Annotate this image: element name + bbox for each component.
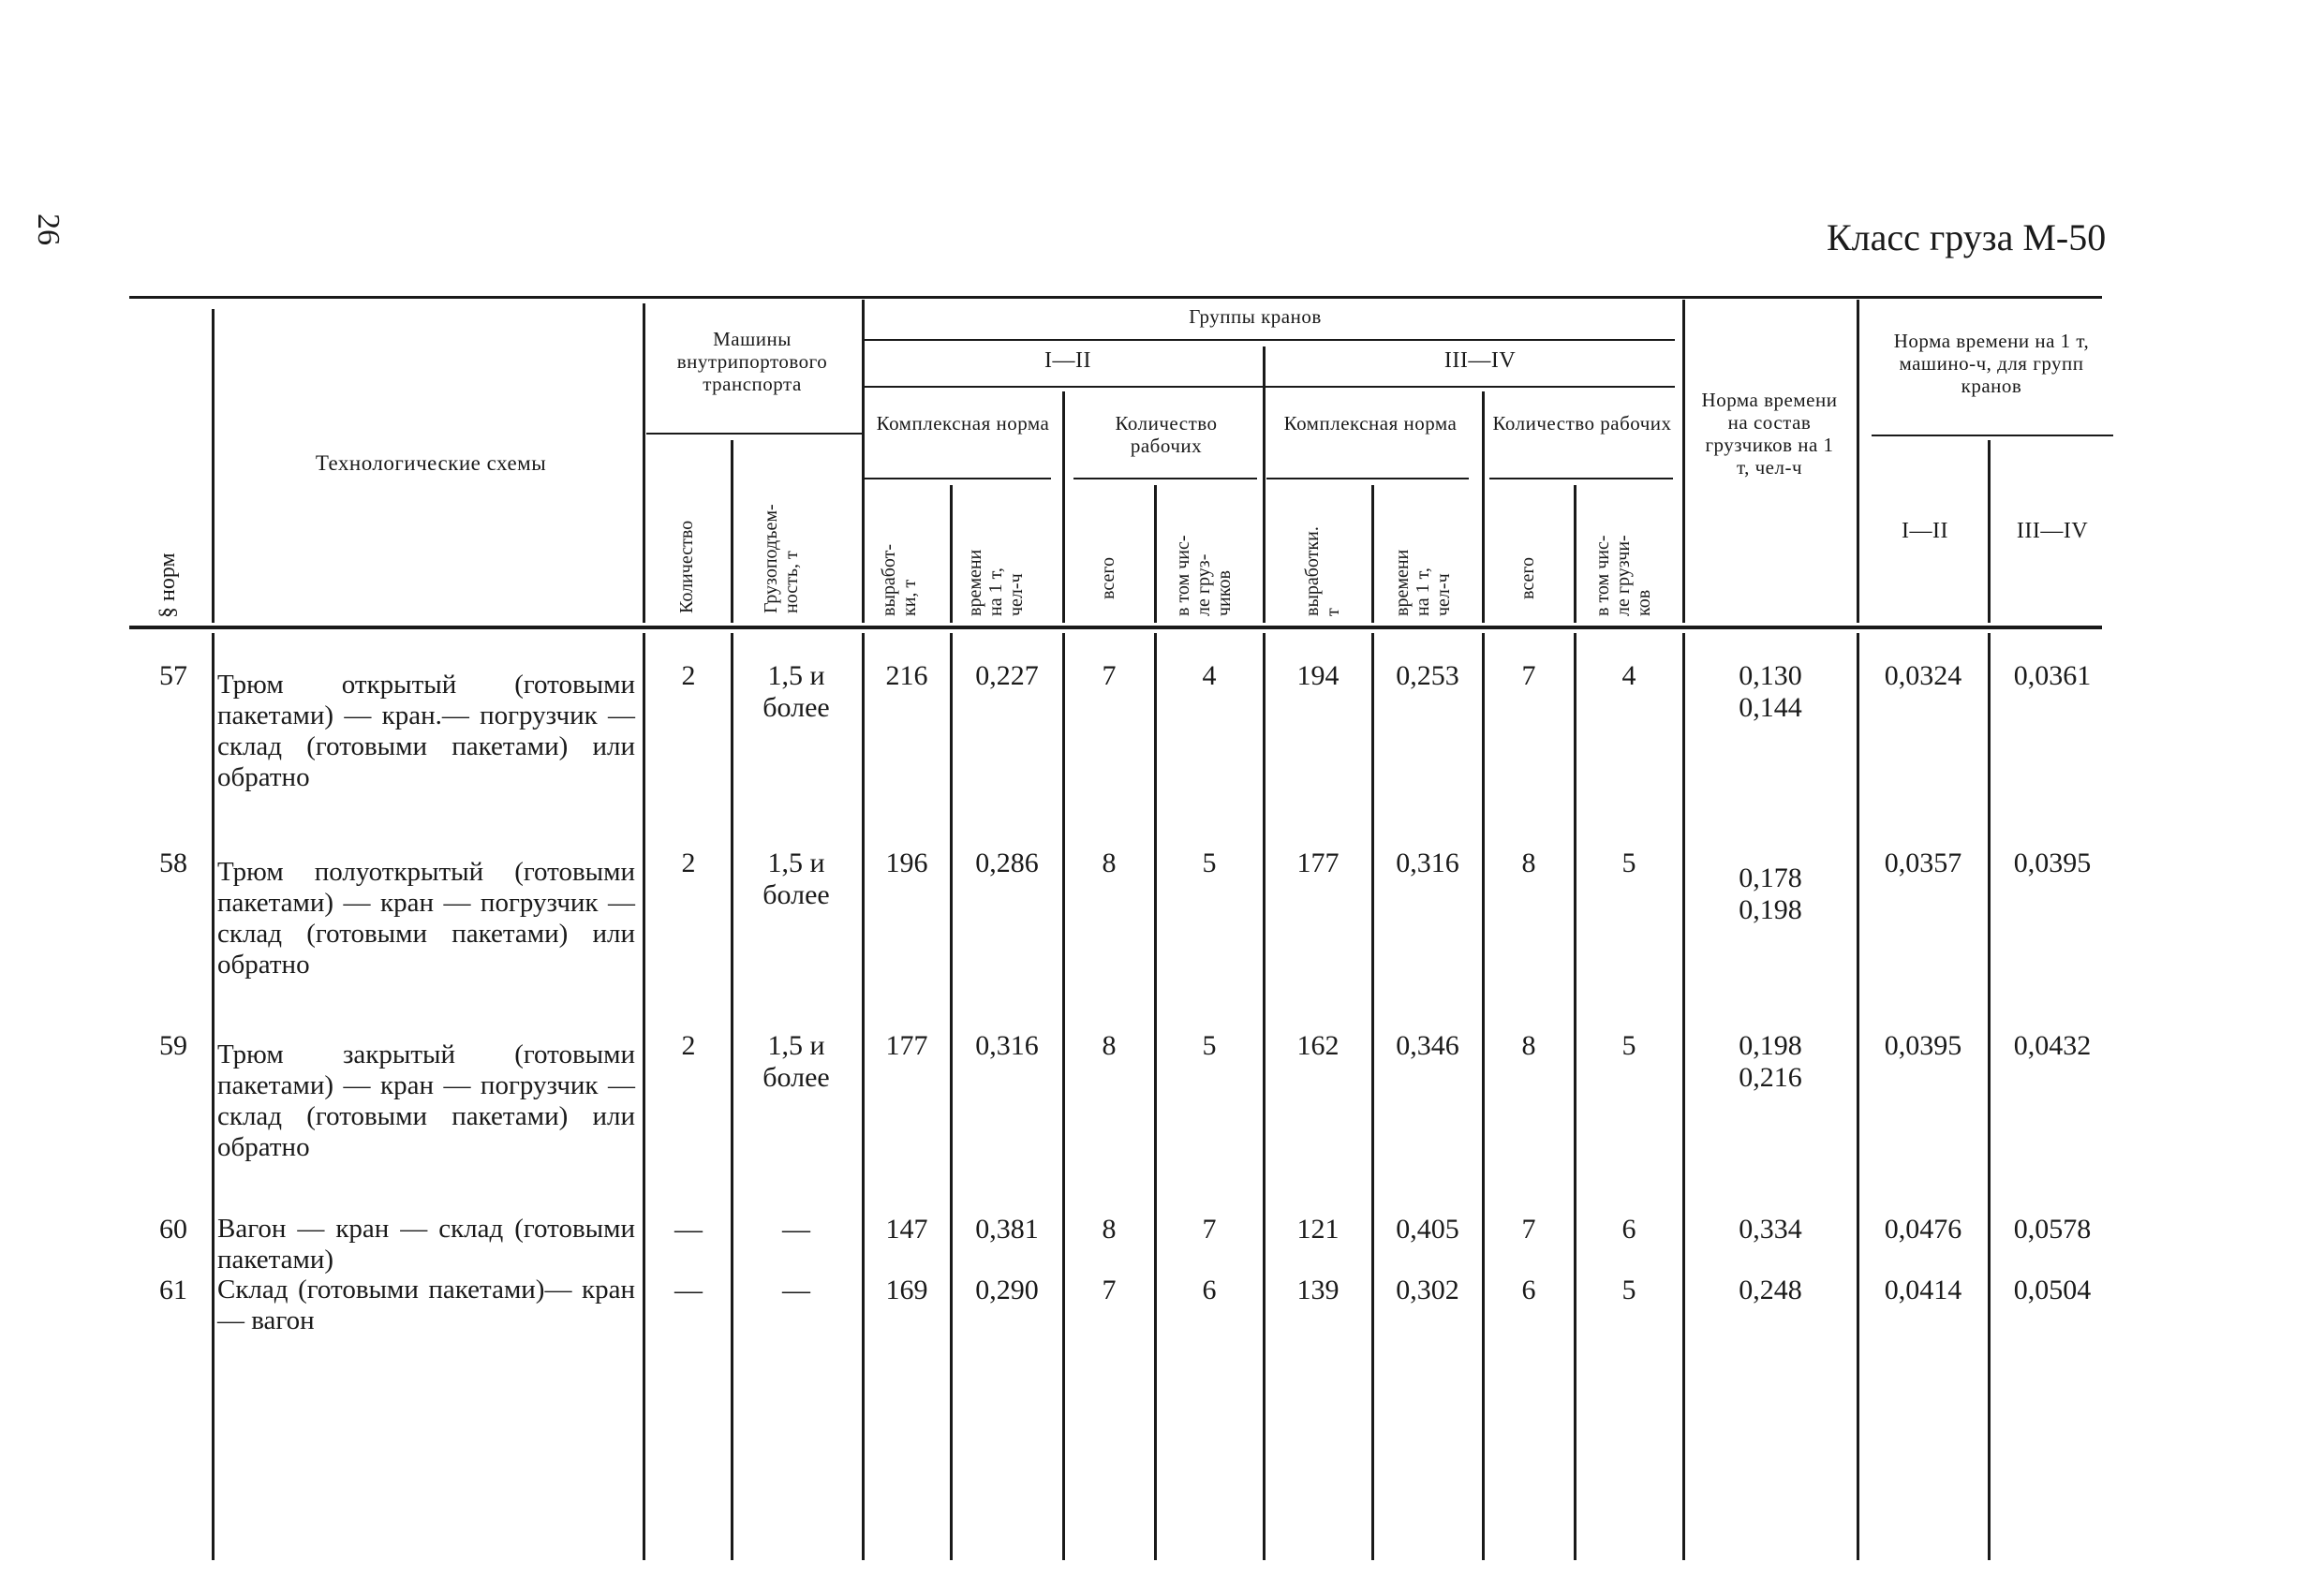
output-2: 177 [1296, 848, 1340, 878]
crew-norm: 0,178 0,198 [1739, 862, 1802, 925]
workers-total-1: 8 [1102, 1214, 1117, 1245]
output-1: 196 [885, 848, 928, 878]
col-rule [1154, 485, 1157, 623]
header-machine-norm: Норма времени на 1 т, машино-ч, для групп кранов [1893, 330, 2090, 397]
workers-total-2: 6 [1521, 1275, 1536, 1305]
norm-number: 60 [159, 1214, 187, 1245]
crew-norm: 0,130 0,144 [1739, 660, 1802, 723]
workers-total-1: 7 [1102, 660, 1117, 691]
crew-norm: 0,248 [1739, 1275, 1802, 1305]
machines-qty: — [674, 1275, 703, 1305]
machine-norm-g2: 0,0504 [2013, 1275, 2092, 1305]
header-workers-qty-2: Количество рабочих [1492, 412, 1672, 435]
machines-capacity: — [782, 1214, 810, 1245]
header-norm-no: § норм [155, 553, 180, 618]
col-rule [1263, 346, 1266, 623]
col-rule [1682, 300, 1685, 623]
machine-norm-g1: 0,0414 [1884, 1275, 1962, 1305]
header-machines-capacity: Грузоподъем- ность, т [761, 504, 802, 613]
crane-groups-rule [864, 339, 1675, 341]
output-2: 121 [1296, 1214, 1340, 1245]
col-rule [1574, 633, 1576, 1560]
header-crane-groups: Группы кранов [1189, 305, 1322, 328]
col-rule [862, 633, 865, 1560]
workers-total-1: 8 [1102, 848, 1117, 878]
norm-number: 59 [159, 1030, 187, 1061]
header-machines-qty: Количество [676, 520, 697, 613]
workers-1-rule [1073, 478, 1257, 479]
output-1: 169 [885, 1275, 928, 1305]
col-rule [950, 633, 953, 1560]
workers-loaders-1: 5 [1202, 848, 1217, 878]
workers-loaders-2: 5 [1621, 848, 1636, 878]
output-2: 139 [1296, 1275, 1340, 1305]
col-rule [1062, 633, 1065, 1560]
machine-norm-g1: 0,0324 [1884, 660, 1962, 691]
time-1: 0,227 [975, 660, 1039, 691]
machine-norm-g1: 0,0395 [1884, 1030, 1962, 1061]
crew-norm: 0,198 0,216 [1739, 1030, 1802, 1093]
machine-norm-g2: 0,0395 [2013, 848, 2092, 878]
header-crew-norm: Норма времени на состав грузчиков на 1 т, чел-ч [1701, 389, 1838, 479]
time-2: 0,346 [1396, 1030, 1459, 1061]
header-schemes: Технологические схемы [315, 451, 547, 475]
col-rule [1371, 485, 1374, 623]
workers-loaders-2: 6 [1621, 1214, 1636, 1245]
cargo-class-title: Класс груза М-50 [1827, 216, 2107, 258]
header-incl-loaders-1: в том чис- ле груз- чиков [1173, 535, 1235, 616]
machine-norm-g1: 0,0476 [1884, 1214, 1962, 1245]
scheme-description: Склад (готовыми пакетами)— кран — вагон [217, 1275, 635, 1335]
machines-capacity: 1,5 и более [762, 848, 830, 910]
machines-qty: 2 [681, 1030, 696, 1061]
header-machine-norm-g2: III—IV [2016, 519, 2089, 543]
workers-2-rule [1489, 478, 1673, 479]
machines-rule [646, 433, 864, 435]
col-rule [1988, 633, 1991, 1560]
time-2: 0,253 [1396, 660, 1459, 691]
header-machines: Машины внутрипортового транспорта [676, 328, 828, 395]
workers-loaders-2: 5 [1621, 1030, 1636, 1061]
complex-norm-2-rule [1266, 478, 1469, 479]
col-rule [1482, 391, 1485, 623]
scheme-description: Вагон — кран — склад (готовыми пакетами) [217, 1214, 635, 1275]
workers-total-1: 8 [1102, 1030, 1117, 1061]
scheme-description: Трюм закрытый (готовыми пакетами) — кран — погрузчик — склад (готовыми пакетами) или обратно [217, 1039, 635, 1162]
crew-norm: 0,334 [1739, 1214, 1802, 1245]
workers-total-2: 8 [1521, 848, 1536, 878]
header-workers-qty-1: Количество рабочих [1115, 412, 1218, 457]
scheme-description: Трюм полуоткрытый (готовыми пакетами) — кран — погрузчик — склад (готовыми пакетами) или обратно [217, 857, 635, 980]
col-rule [1263, 633, 1266, 1560]
col-rule [1482, 633, 1485, 1560]
col-rule [1154, 633, 1157, 1560]
time-2: 0,316 [1396, 848, 1459, 878]
workers-loaders-1: 7 [1202, 1214, 1217, 1245]
complex-norm-1-rule [864, 478, 1051, 479]
output-1: 147 [885, 1214, 928, 1245]
machine-norm-g1: 0,0357 [1884, 848, 1962, 878]
machine-norm-g2: 0,0361 [2013, 660, 2092, 691]
machine-norm-rule [1872, 435, 2113, 436]
table-top-rule [129, 296, 2102, 299]
header-output-1: выработ- ки, т [879, 543, 920, 616]
machines-capacity: 1,5 и более [762, 1030, 830, 1093]
time-1: 0,381 [975, 1214, 1039, 1245]
norm-number: 57 [159, 660, 187, 691]
norm-number: 61 [159, 1275, 187, 1305]
col-rule [1574, 485, 1576, 623]
output-2: 194 [1296, 660, 1340, 691]
groups-split-rule [864, 386, 1675, 388]
col-rule [212, 309, 215, 623]
time-1: 0,290 [975, 1275, 1039, 1305]
workers-total-1: 7 [1102, 1275, 1117, 1305]
workers-loaders-2: 4 [1621, 660, 1636, 691]
header-total-1: всего [1098, 556, 1118, 599]
col-rule [1988, 440, 1991, 623]
scheme-description: Трюм открытый (готовыми пакетами) — кран.— погрузчик — склад (готовыми пакетами) или обратно [217, 670, 635, 792]
col-rule [643, 303, 645, 623]
col-rule [212, 633, 215, 1560]
col-rule [862, 300, 865, 623]
workers-total-2: 8 [1521, 1030, 1536, 1061]
machines-capacity: 1,5 и более [762, 660, 830, 723]
header-bottom-rule [129, 626, 2102, 629]
machines-capacity: — [782, 1275, 810, 1305]
output-2: 162 [1296, 1030, 1340, 1061]
output-1: 177 [885, 1030, 928, 1061]
header-total-2: всего [1517, 556, 1538, 599]
norm-number: 58 [159, 848, 187, 878]
col-rule [731, 440, 733, 623]
output-1: 216 [885, 660, 928, 691]
page-number: 26 [31, 214, 66, 245]
workers-total-2: 7 [1521, 1214, 1536, 1245]
machine-norm-g2: 0,0578 [2013, 1214, 2092, 1245]
header-group-1: I—II [1044, 348, 1091, 373]
col-rule [643, 633, 645, 1560]
header-time-2: времени на 1 т, чел-ч [1392, 549, 1454, 616]
time-1: 0,316 [975, 1030, 1039, 1061]
col-rule [1857, 300, 1859, 623]
col-rule [1857, 633, 1859, 1560]
time-2: 0,302 [1396, 1275, 1459, 1305]
machines-qty: — [674, 1214, 703, 1245]
machine-norm-g2: 0,0432 [2013, 1030, 2092, 1061]
col-rule [1062, 391, 1065, 623]
col-rule [950, 485, 953, 623]
workers-loaders-1: 5 [1202, 1030, 1217, 1061]
header-time-1: времени на 1 т, чел-ч [965, 549, 1027, 616]
machines-qty: 2 [681, 660, 696, 691]
header-group-2: III—IV [1443, 348, 1517, 373]
header-incl-loaders-2: в том чис- ле грузчи- ков [1592, 535, 1654, 616]
time-2: 0,405 [1396, 1214, 1459, 1245]
workers-loaders-1: 6 [1202, 1275, 1217, 1305]
col-rule [1682, 633, 1685, 1560]
header-output-2: выработки. т [1302, 526, 1343, 616]
workers-loaders-2: 5 [1621, 1275, 1636, 1305]
col-rule [731, 633, 733, 1560]
col-rule [1371, 633, 1374, 1560]
header-machine-norm-g1: I—II [1902, 519, 1948, 543]
time-1: 0,286 [975, 848, 1039, 878]
header-complex-norm-2: Комплексная норма [1283, 412, 1458, 435]
machines-qty: 2 [681, 848, 696, 878]
workers-total-2: 7 [1521, 660, 1536, 691]
header-complex-norm-1: Комплексная норма [876, 412, 1050, 435]
workers-loaders-1: 4 [1202, 660, 1217, 691]
